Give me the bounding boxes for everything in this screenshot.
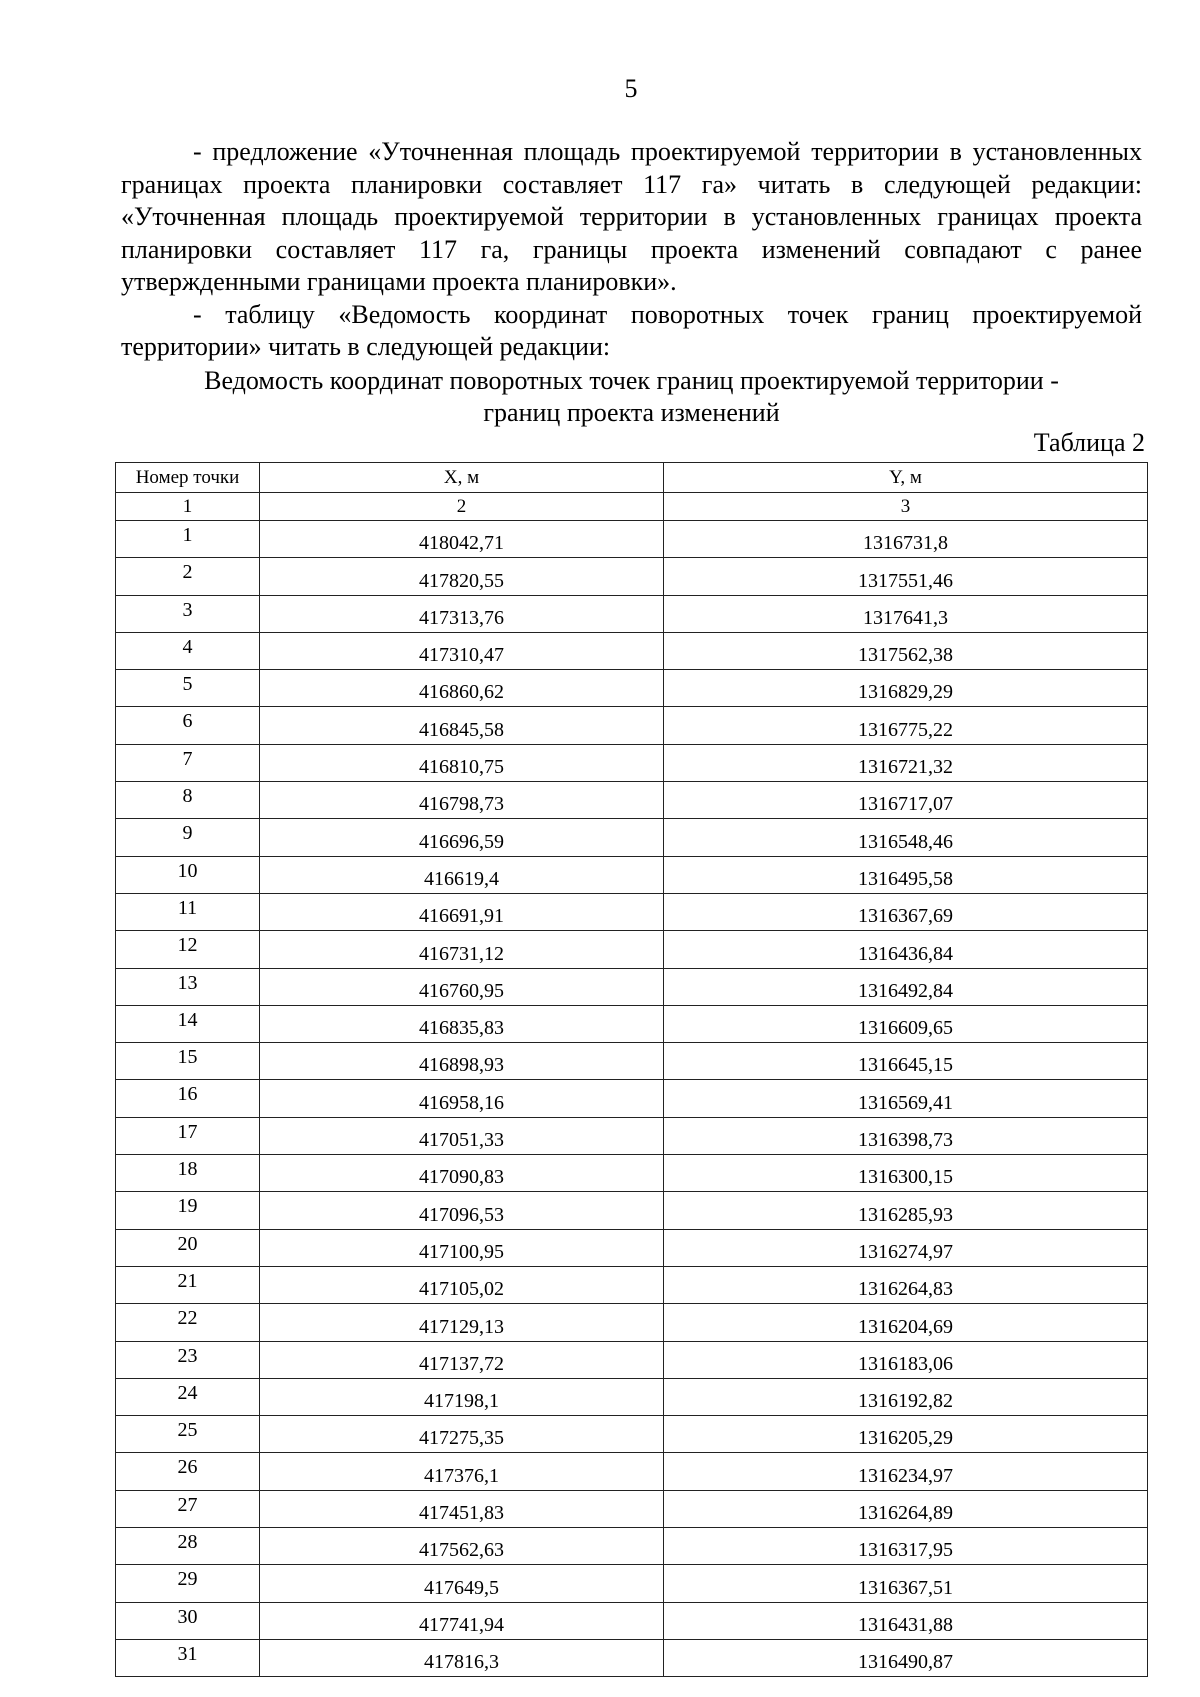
point-number: 6 (116, 707, 260, 744)
x-value: 416898,93 (260, 1043, 664, 1080)
table-row (116, 1639, 1148, 1676)
x-value: 417451,83 (260, 1490, 664, 1527)
point-number: 25 (116, 1416, 260, 1453)
x-value: 417137,72 (260, 1341, 664, 1378)
x-value: 416958,16 (260, 1080, 664, 1117)
point-number: 12 (116, 931, 260, 968)
table-row (116, 521, 1148, 558)
y-value: 1316645,15 (664, 1043, 1148, 1080)
table-heading-line-2: границ проекта изменений (483, 398, 780, 427)
point-number: 20 (116, 1229, 260, 1266)
x-value: 418042,71 (260, 521, 664, 558)
point-number: 8 (116, 782, 260, 819)
table-heading-line-1: Ведомость координат поворотных точек границ проектируемой территории - (204, 366, 1059, 395)
point-number: 3 (116, 595, 260, 632)
x-value: 417562,63 (260, 1528, 664, 1565)
point-number: 14 (116, 1005, 260, 1042)
table-row (116, 1266, 1148, 1303)
point-number: 4 (116, 632, 260, 669)
paragraph-area-amendment: - предложение «Уточненная площадь проектируемой территории в установленных границах проекта планировки составляет 117 га» читать в следующей редакции: «Уточненная площадь проектируемой территории в установленных границах проекта планировки составляет 117 га, границы проекта изменений совпадают с ранее утвержденными границами проекта планировки». (121, 137, 1142, 296)
point-number: 30 (116, 1602, 260, 1639)
y-value: 1316717,07 (664, 782, 1148, 819)
y-value: 1316721,32 (664, 744, 1148, 781)
point-number: 26 (116, 1453, 260, 1490)
point-number: 5 (116, 670, 260, 707)
table-row (116, 893, 1148, 930)
table-row (116, 632, 1148, 669)
point-number: 7 (116, 744, 260, 781)
point-number: 1 (116, 521, 260, 558)
column-number: 2 (260, 493, 664, 521)
header-point-number: Номер точки (116, 463, 260, 493)
x-value: 416619,4 (260, 856, 664, 893)
x-value: 416691,91 (260, 893, 664, 930)
table-row (116, 1453, 1148, 1490)
table-row (116, 1490, 1148, 1527)
y-value: 1316264,89 (664, 1490, 1148, 1527)
y-value: 1316192,82 (664, 1378, 1148, 1415)
table-row (116, 1229, 1148, 1266)
table-row (116, 819, 1148, 856)
page-number: 5 (624, 74, 638, 103)
y-value: 1316495,58 (664, 856, 1148, 893)
coordinates-table (115, 462, 1148, 1677)
point-number: 23 (116, 1341, 260, 1378)
table-row (116, 1192, 1148, 1229)
x-value: 416760,95 (260, 968, 664, 1005)
x-value: 417820,55 (260, 558, 664, 595)
table-row (116, 1304, 1148, 1341)
table-row (116, 1155, 1148, 1192)
y-value: 1316829,29 (664, 670, 1148, 707)
y-value: 1316204,69 (664, 1304, 1148, 1341)
table-row (116, 744, 1148, 781)
x-value: 417198,1 (260, 1378, 664, 1415)
table-row (116, 1080, 1148, 1117)
x-value: 416798,73 (260, 782, 664, 819)
y-value: 1316317,95 (664, 1528, 1148, 1565)
point-number: 24 (116, 1378, 260, 1415)
table-row (116, 595, 1148, 632)
table-row (116, 1005, 1148, 1042)
points-body (116, 521, 1148, 1677)
table-row (116, 782, 1148, 819)
y-value: 1316300,15 (664, 1155, 1148, 1192)
x-value: 416810,75 (260, 744, 664, 781)
point-number: 29 (116, 1565, 260, 1602)
x-value: 416696,59 (260, 819, 664, 856)
y-value: 1316731,8 (664, 521, 1148, 558)
column-number: 1 (116, 493, 260, 521)
y-value: 1316609,65 (664, 1005, 1148, 1042)
y-value: 1316234,97 (664, 1453, 1148, 1490)
x-value: 417129,13 (260, 1304, 664, 1341)
y-value: 1317551,46 (664, 558, 1148, 595)
point-number: 10 (116, 856, 260, 893)
table-row (116, 1378, 1148, 1415)
header-x-coordinate: X, м (260, 463, 664, 493)
table-row (116, 1565, 1148, 1602)
table-caption: Таблица 2 (1033, 428, 1145, 457)
point-number: 31 (116, 1639, 260, 1676)
column-number: 3 (664, 493, 1148, 521)
table-row (116, 1416, 1148, 1453)
table-row (116, 1043, 1148, 1080)
point-number: 19 (116, 1192, 260, 1229)
x-value: 416860,62 (260, 670, 664, 707)
point-number: 13 (116, 968, 260, 1005)
header-y-coordinate: Y, м (664, 463, 1148, 493)
table-row (116, 1341, 1148, 1378)
y-value: 1316398,73 (664, 1117, 1148, 1154)
point-number: 28 (116, 1528, 260, 1565)
table-row (116, 1602, 1148, 1639)
point-number: 17 (116, 1117, 260, 1154)
point-number: 18 (116, 1155, 260, 1192)
point-number: 22 (116, 1304, 260, 1341)
table-row (116, 1117, 1148, 1154)
table-row (116, 670, 1148, 707)
y-value: 1316569,41 (664, 1080, 1148, 1117)
table-row (116, 931, 1148, 968)
y-value: 1316775,22 (664, 707, 1148, 744)
y-value: 1316183,06 (664, 1341, 1148, 1378)
y-value: 1316264,83 (664, 1266, 1148, 1303)
point-number: 15 (116, 1043, 260, 1080)
x-value: 417741,94 (260, 1602, 664, 1639)
x-value: 417376,1 (260, 1453, 664, 1490)
y-value: 1316285,93 (664, 1192, 1148, 1229)
y-value: 1316548,46 (664, 819, 1148, 856)
x-value: 417090,83 (260, 1155, 664, 1192)
point-number: 16 (116, 1080, 260, 1117)
y-value: 1317562,38 (664, 632, 1148, 669)
y-value: 1316367,69 (664, 893, 1148, 930)
y-value: 1316490,87 (664, 1639, 1148, 1676)
y-value: 1316436,84 (664, 931, 1148, 968)
x-value: 417100,95 (260, 1229, 664, 1266)
table-row (116, 1528, 1148, 1565)
x-value: 417649,5 (260, 1565, 664, 1602)
point-number: 27 (116, 1490, 260, 1527)
point-number: 21 (116, 1266, 260, 1303)
body-text (121, 136, 1142, 364)
x-value: 417816,3 (260, 1639, 664, 1676)
x-value: 417051,33 (260, 1117, 664, 1154)
point-number: 11 (116, 893, 260, 930)
table-row (116, 558, 1148, 595)
x-value: 417310,47 (260, 632, 664, 669)
x-value: 416835,83 (260, 1005, 664, 1042)
table-header-row (116, 463, 1148, 493)
x-value: 416731,12 (260, 931, 664, 968)
table-heading (121, 365, 1142, 429)
y-value: 1316492,84 (664, 968, 1148, 1005)
x-value: 416845,58 (260, 707, 664, 744)
point-number: 9 (116, 819, 260, 856)
paragraph-table-amendment: - таблицу «Ведомость координат поворотных точек границ проектируемой территории» читать в следующей редакции: (121, 299, 1142, 361)
y-value: 1316431,88 (664, 1602, 1148, 1639)
table-row (116, 968, 1148, 1005)
y-value: 1316205,29 (664, 1416, 1148, 1453)
y-value: 1316274,97 (664, 1229, 1148, 1266)
table-row (116, 707, 1148, 744)
column-number-row (116, 493, 1148, 521)
y-value: 1317641,3 (664, 595, 1148, 632)
point-number: 2 (116, 558, 260, 595)
x-value: 417275,35 (260, 1416, 664, 1453)
x-value: 417313,76 (260, 595, 664, 632)
y-value: 1316367,51 (664, 1565, 1148, 1602)
x-value: 417096,53 (260, 1192, 664, 1229)
x-value: 417105,02 (260, 1266, 664, 1303)
table-row (116, 856, 1148, 893)
